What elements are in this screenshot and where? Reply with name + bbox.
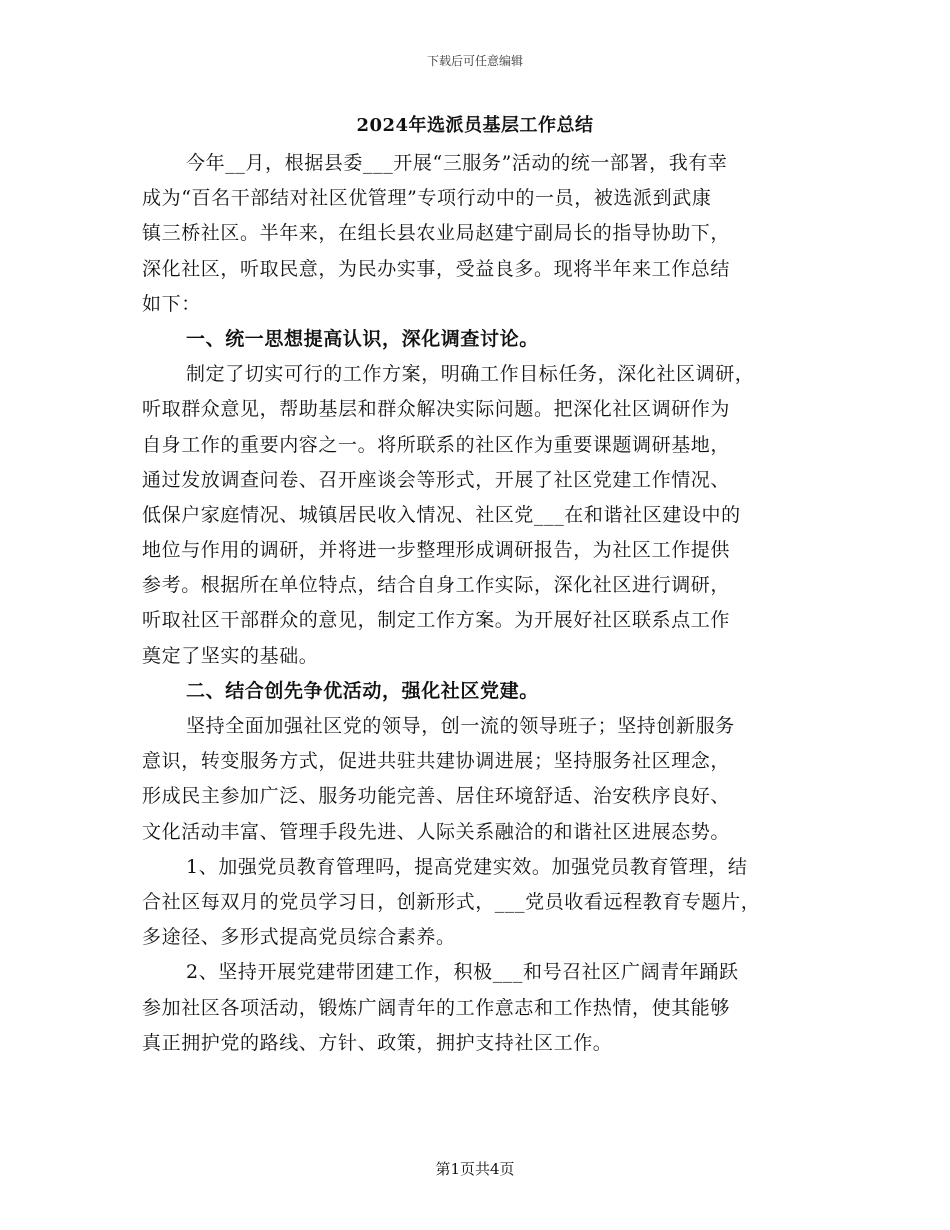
paragraph-line: 听取社区干部群众的意见，制定工作方案。为开展好社区联系点工作 bbox=[142, 609, 731, 632]
paragraph-line: 意识，转变服务方式，促进共驻共建协调进展；坚持服务社区理念， bbox=[142, 750, 731, 773]
paragraph-line: 通过发放调查问卷、召开座谈会等形式，开展了社区党建工作情况、 bbox=[142, 468, 731, 491]
paragraph-line: 形成民主参加广泛、服务功能完善、居住环境舒适、治安秩序良好、 bbox=[142, 785, 731, 808]
document-body bbox=[142, 146, 832, 1061]
section-heading-2: 二、结合创先争优活动，强化社区党建。 bbox=[186, 679, 539, 702]
section-heading-1: 一、统一思想提高认识，深化调查讨论。 bbox=[186, 327, 539, 350]
page-number-footer: 第1页共4页 bbox=[435, 1160, 515, 1178]
paragraph-line: 真正拥护党的路线、方针、政策，拥护支持社区工作。 bbox=[142, 1031, 613, 1054]
paragraph-line: 坚持全面加强社区党的领导，创一流的领导班子；坚持创新服务 bbox=[186, 715, 735, 737]
paragraph-line: 如下： bbox=[142, 292, 201, 315]
paragraph-line: 奠定了坚实的基础。 bbox=[142, 644, 319, 667]
paragraph-line: 低保户家庭情况、城镇居民收入情况、社区党___在和谐社区建设中的 bbox=[142, 503, 741, 526]
paragraph-line: 多途径、多形式提高党员综合素养。 bbox=[142, 926, 456, 949]
paragraph-line: 地位与作用的调研，并将进一步整理形成调研报告，为社区工作提供 bbox=[142, 539, 731, 562]
paragraph-line: 听取群众意见，帮助基层和群众解决实际问题。把深化社区调研作为 bbox=[142, 398, 731, 421]
paragraph-line: 镇三桥社区。半年来，在组长县农业局赵建宁副局长的指导协助下， bbox=[142, 222, 731, 245]
paragraph-line: 文化活动丰富、管理手段先进、人际关系融洽的和谐社区进展态势。 bbox=[142, 820, 731, 843]
paragraph-line: 1、加强党员教育管理吗，提高党建实效。加强党员教育管理，结 bbox=[186, 855, 748, 878]
paragraph-line: 2、坚持开展党建带团建工作，积极___和号召社区广阔青年踊跃 bbox=[186, 961, 739, 984]
paragraph-line: 参考。根据所在单位特点，结合自身工作实际，深化社区进行调研， bbox=[142, 574, 731, 597]
paragraph-line: 参加社区各项活动，锻炼广阔青年的工作意志和工作热情，使其能够 bbox=[142, 996, 731, 1019]
page-header: 下载后可任意编辑 bbox=[426, 54, 523, 68]
paragraph-line: 今年__月，根据县委___开展“三服务”活动的统一部署，我有幸 bbox=[186, 152, 728, 174]
paragraph-line: 合社区每双月的党员学习日，创新形式，___党员收看远程教育专题片， bbox=[142, 890, 761, 913]
paragraph-line: 制定了切实可行的工作方案，明确工作目标任务，深化社区调研， bbox=[186, 363, 755, 386]
document-title: 2024年选派员基层工作总结 bbox=[356, 115, 594, 136]
paragraph-line: 深化社区，听取民意，为民办实事，受益良多。现将半年来工作总结 bbox=[142, 257, 731, 280]
paragraph-line: 成为“百名干部结对社区优管理”专项行动中的一员，被选派到武康 bbox=[142, 187, 712, 210]
paragraph-line: 自身工作的重要内容之一。将所联系的社区作为重要课题调研基地， bbox=[142, 433, 731, 456]
